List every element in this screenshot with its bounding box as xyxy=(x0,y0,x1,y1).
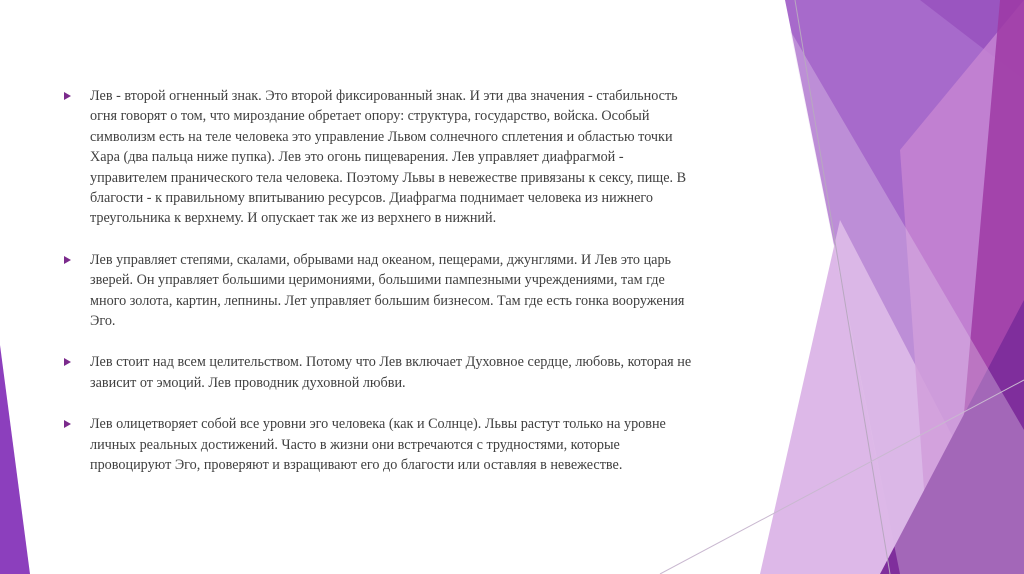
triangle-bullet-icon xyxy=(64,358,71,366)
bullet-line: провоцируют Эго, проверяют и взращивают его до благости или оставляя в невежестве. xyxy=(90,457,623,474)
bullet-line: личных реальных достижений. Часто в жизни они встречаются с трудностями, которые xyxy=(90,436,620,453)
bullet-line: зависит от эмоций. Лев проводник духовной любви. xyxy=(90,374,406,391)
bullet-item xyxy=(64,86,784,229)
bullet-line: Лев - второй огненный знак. Это второй фиксированный знак. И эти два значения - стабильность xyxy=(90,88,678,104)
bullet-line: треугольника к верхнему. И опускает так же из верхнего в нижний. xyxy=(90,210,497,227)
bullet-line: Хара (два пальца ниже пупка). Лев это огонь пищеварения. Лев управляет диафрагмой - xyxy=(90,149,624,166)
bullet-list xyxy=(64,86,784,497)
bullet-item xyxy=(64,250,784,332)
bullet-line: огня говорят о том, что мироздание обретает опору: структура, государство, войска. Особый xyxy=(90,108,650,125)
bullet-line: управителем пранического тела человека. Поэтому Львы в невежестве привязаны к сексу, пище. В xyxy=(90,169,687,186)
triangle-bullet-icon xyxy=(64,420,71,428)
bullet-line: Лев стоит над всем целительством. Потому что Лев включает Духовное сердце, любовь, которая не xyxy=(90,354,692,371)
bullet-line: символизм есть на теле человека это управление Львом солнечного сплетения и областью точки xyxy=(90,128,673,145)
bullet-item xyxy=(64,352,784,393)
bullet-item xyxy=(64,414,784,475)
bullet-line: Лев олицетворяет собой все уровни эго человека (как и Солнце). Львы растут только на уровне xyxy=(90,416,666,433)
bullet-line: Лев управляет степями, скалами, обрывами над океаном, пещерами, джунглями. И Лев это царь xyxy=(90,251,672,268)
left-edge-stripe xyxy=(0,345,30,574)
bullet-line: благости - к правильному впитыванию ресурсов. Диафрагма поднимает человека из нижнего xyxy=(90,190,653,207)
bullet-line: Эго. xyxy=(90,313,116,330)
triangle-bullet-icon xyxy=(64,256,71,264)
bullet-line: много золота, картин, лепнины. Лет управляет большим бизнесом. Там где есть гонка вооружения xyxy=(90,292,685,309)
bullet-line: зверей. Он управляет большими церимониями, большими пампезными учреждениями, там где xyxy=(90,272,665,289)
triangle-bullet-icon xyxy=(64,92,71,100)
